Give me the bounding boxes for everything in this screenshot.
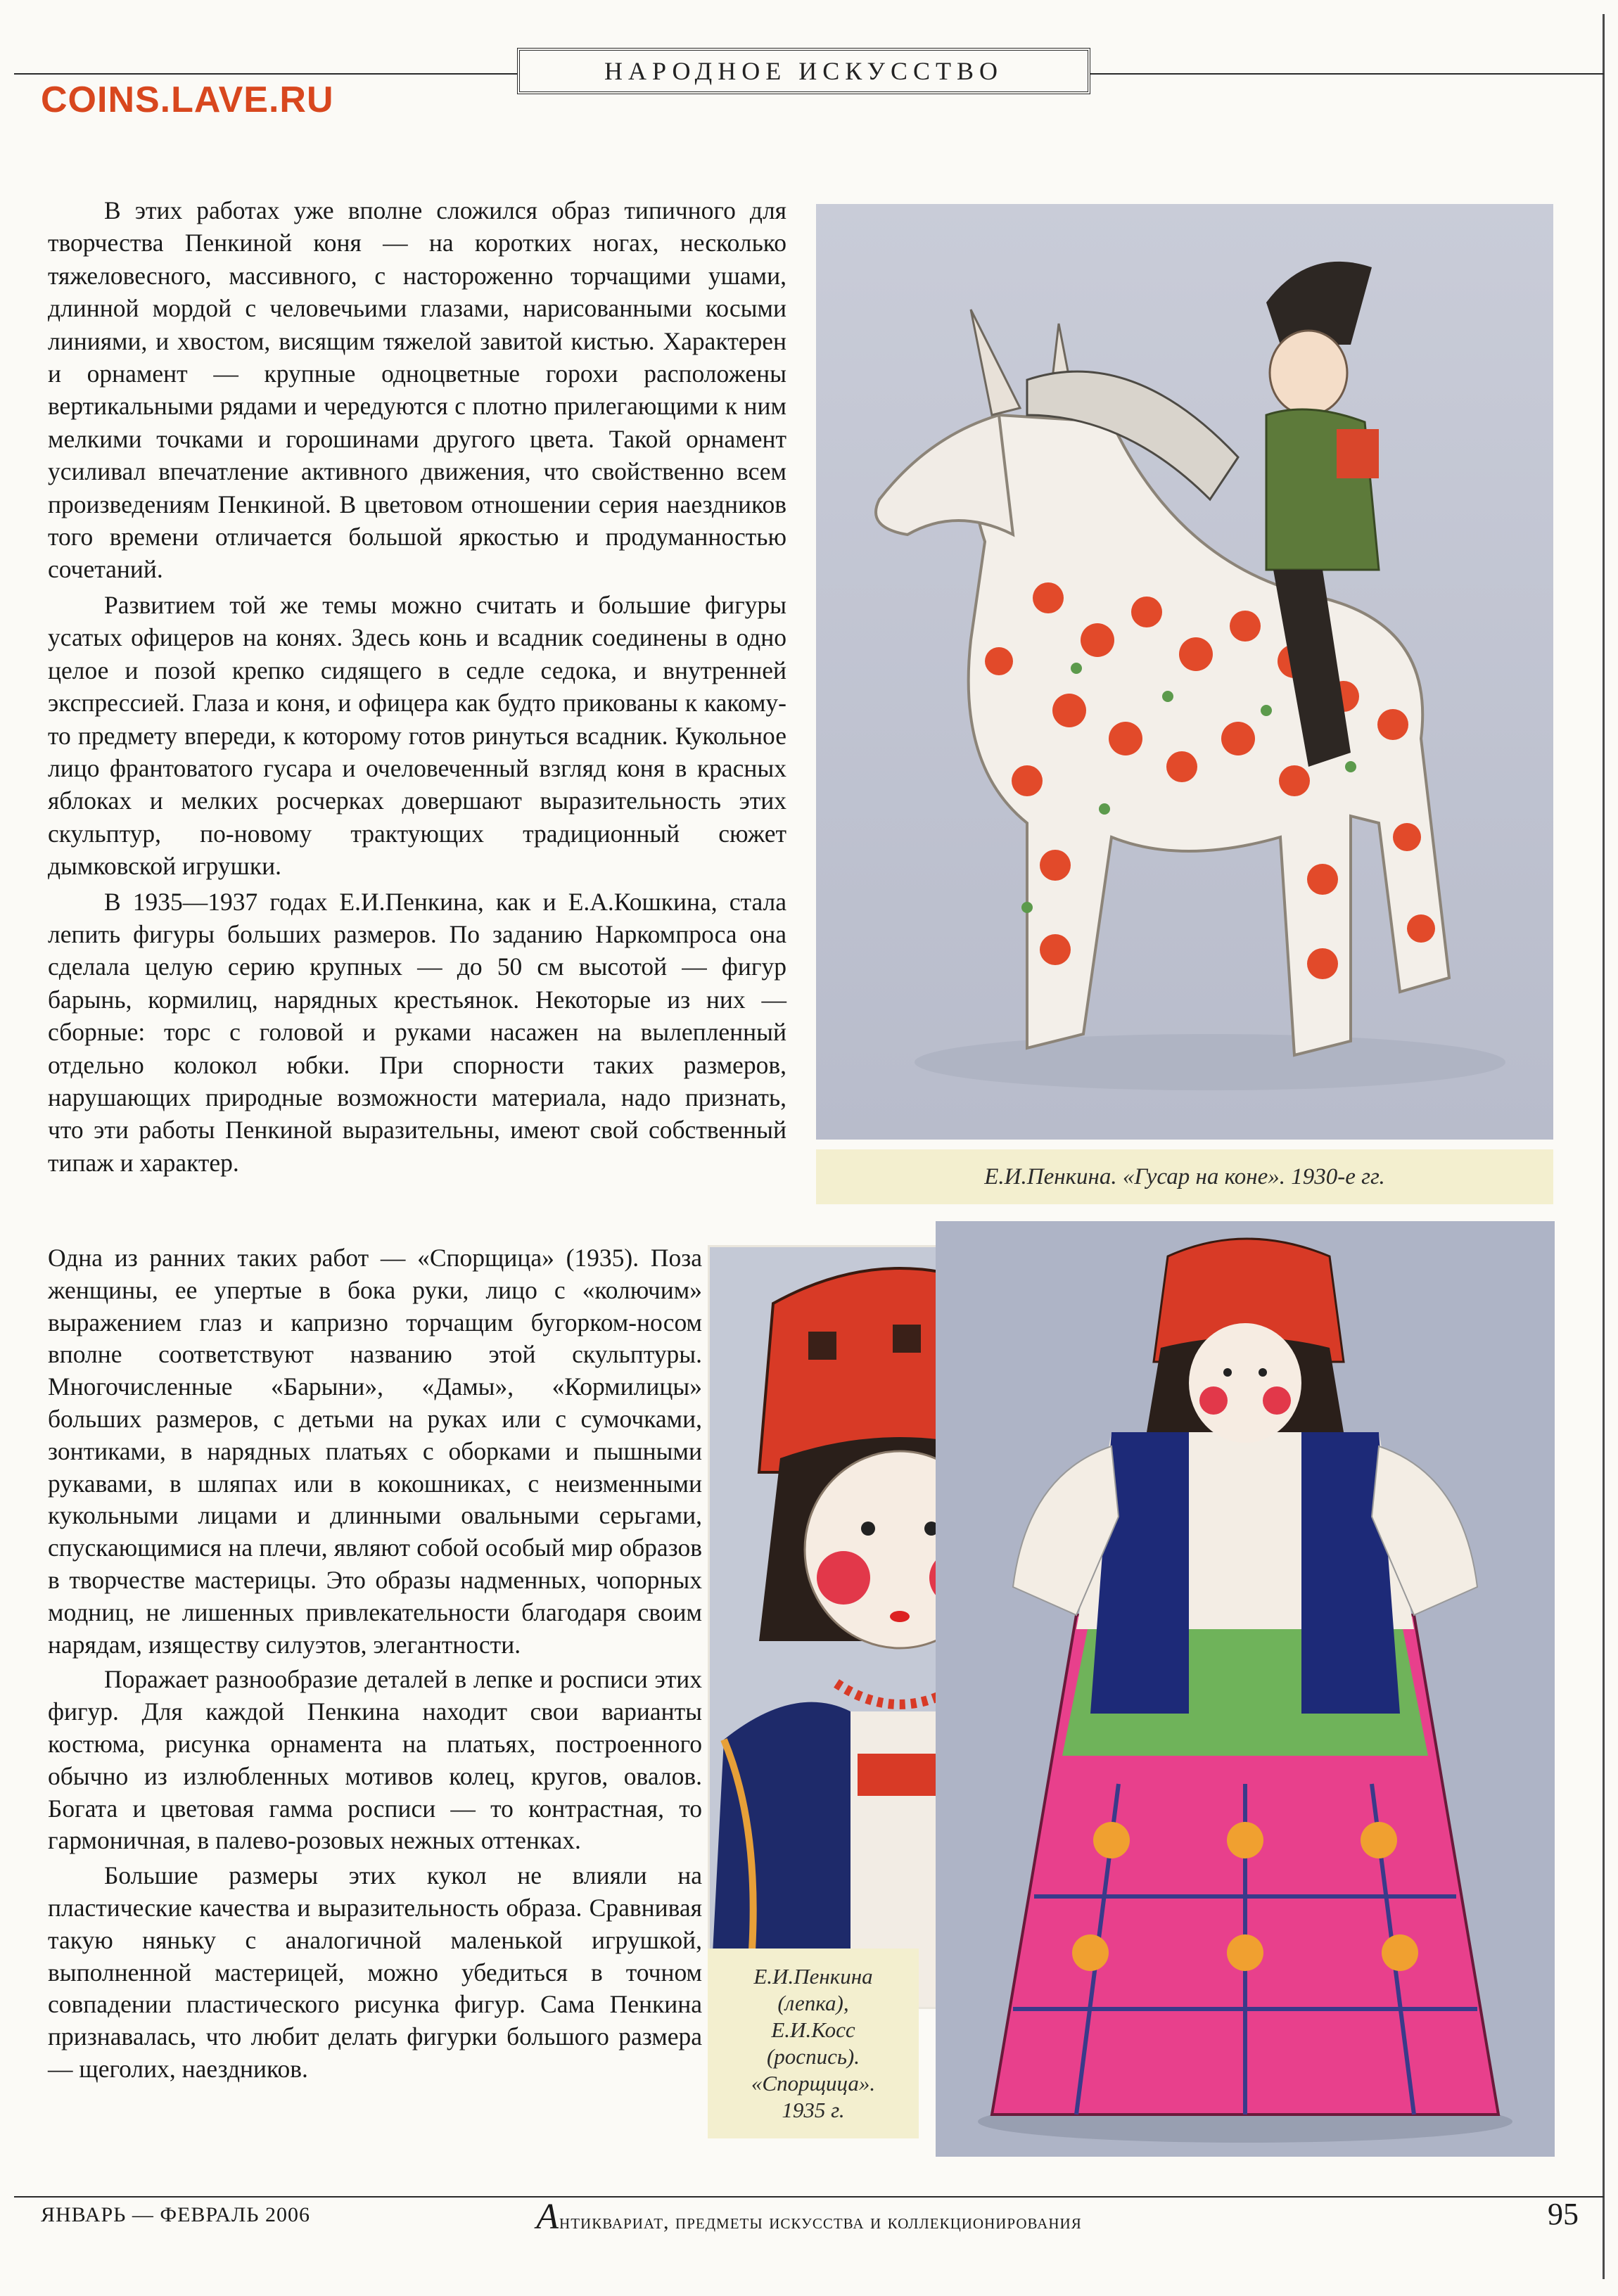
article-text-top [48,194,786,1182]
watermark-text: COINS.LAVE.RU [41,79,334,120]
magazine-initial: А [536,2197,560,2237]
magazine-title-rest: нтиквариат, предметы искусства и коллекционирования [559,2210,1082,2233]
caption-hussar: Е.И.Пенкина. «Гусар на коне». 1930-е гг. [816,1149,1553,1204]
article-paragraph: В этих работах уже вполне сложился образ типичного для творчества Пенкиной коня — на коротких ногах, несколько тяжеловесного, массивного, с настороженно торчащими ушами, длинной мордой с человечьими глазами, нарисованными косыми линиями, и хвостом, висящим тяжелой завитой кистью. Характерен и орнамент — крупные одноцветные горохи расположены вертикальными рядами и чередуются с плотно прилегающими к ним мелкими точками и горошинами другого цвета. Такой орнамент усиливал впечатление активного движения, что свойственно всем произведениям Пенкиной. В цветовом отношении серия наездников того времени отличается большой яркостью и продуманностью сочетаний. [48,196,786,584]
photo-hussar-on-horse [816,204,1553,1140]
caption-line: 1935 г. [782,2098,845,2122]
footer-issue-date: ЯНВАРЬ — ФЕВРАЛЬ 2006 [41,2203,310,2226]
caption-line: Е.И.Пенкина [753,1964,873,1989]
article-text-bottom [48,1242,702,2088]
caption-line: «Спорщица». [751,2071,876,2096]
caption-line: Е.И.Косс [771,2017,855,2042]
photo-sporshchitsa-full [936,1221,1555,2157]
page-number: 95 [1548,2197,1579,2231]
article-paragraph: Большие размеры этих кукол не влияли на пластические качества и выразительность образа. Сравнивая такую няньку с аналогичной маленькой игрушкой, выполненной мастерицей, можно убедиться в точном совпадении пластического рисунка фигур. Сама Пенкина признавалась, что любит делать фигурки большого размера — щеголих, наездников. [48,1861,702,2083]
caption-line: (лепка), [777,1991,849,2015]
article-paragraph: Одна из ранних таких работ — «Спорщица» (1935). Поза женщины, ее упертые в бока руки, лицо с «колючим» выражением глаз и капризно торчащим бугорком-носом вполне соответствуют названию этой скульптуры. Многочисленные «Барыни», «Дамы», «Кормилицы» больших размеров, с детьми на руках или с сумочками, зонтиками, в нарядных платьях с оборками и пышными рукавами, в шляпах или в кокошниках, с неизменными кукольными лицами и длинными овальными серьгами, спускающимися на плечи, являют собой особый мир образов в творчестве мастерицы. Это образы надменных, чопорных модниц, не лишенных привлекательности благодаря своим нарядам, изяществу силуэтов, элегантности. [48,1244,702,1659]
article-paragraph: В 1935—1937 годах Е.И.Пенкина, как и Е.А.Кошкина, стала лепить фигуры больших размеров. По заданию Наркомпроса она сделала целую серию крупных — до 50 см высотой — фигур барынь, кормилиц, нарядных крестьянок. Некоторые из них — сборные: торс с головой и руками насажен на вылепленный отдельно колокол юбки. При спорности таких размеров, нарушающих природные возможности материала, надо признать, что эти работы Пенкиной выразительны, имеют свой собственный типаж и характер. [48,887,786,1177]
footer-magazine-title [450,2196,1168,2238]
caption-sporshchitsa [708,1949,919,2138]
section-title: НАРОДНОЕ ИСКУССТВО [517,48,1090,94]
article-paragraph: Поражает разнообразие деталей в лепке и росписи этих фигур. Для каждой Пенкина находит свои варианты костюма, рисунка орнамента на платьях, построенного обычно из излюбленных мотивов колец, кругов, овалов. Богата и цветовая гамма росписи — то контрастная, то гармоничная, в палево-розовых нежных оттенках. [48,1665,702,1855]
article-paragraph: Развитием той же темы можно считать и большие фигуры усатых офицеров на конях. Здесь конь и всадник соединены в одно целое и позой крепко сидящего в седле седока, и внутренней экспрессией. Глаза и коня, и офицера как будто прикованы к какому-то предмету впереди, к которому готов ринуться всадник. Кукольное лицо франтоватого гусара и очеловеченный взгляд коня в красных яблоках и мелких росчерках довершают выразительность этих скульптур, по-новому трактующих традиционный сюжет дымковской игрушки. [48,590,786,881]
caption-line: (роспись). [766,2044,860,2069]
